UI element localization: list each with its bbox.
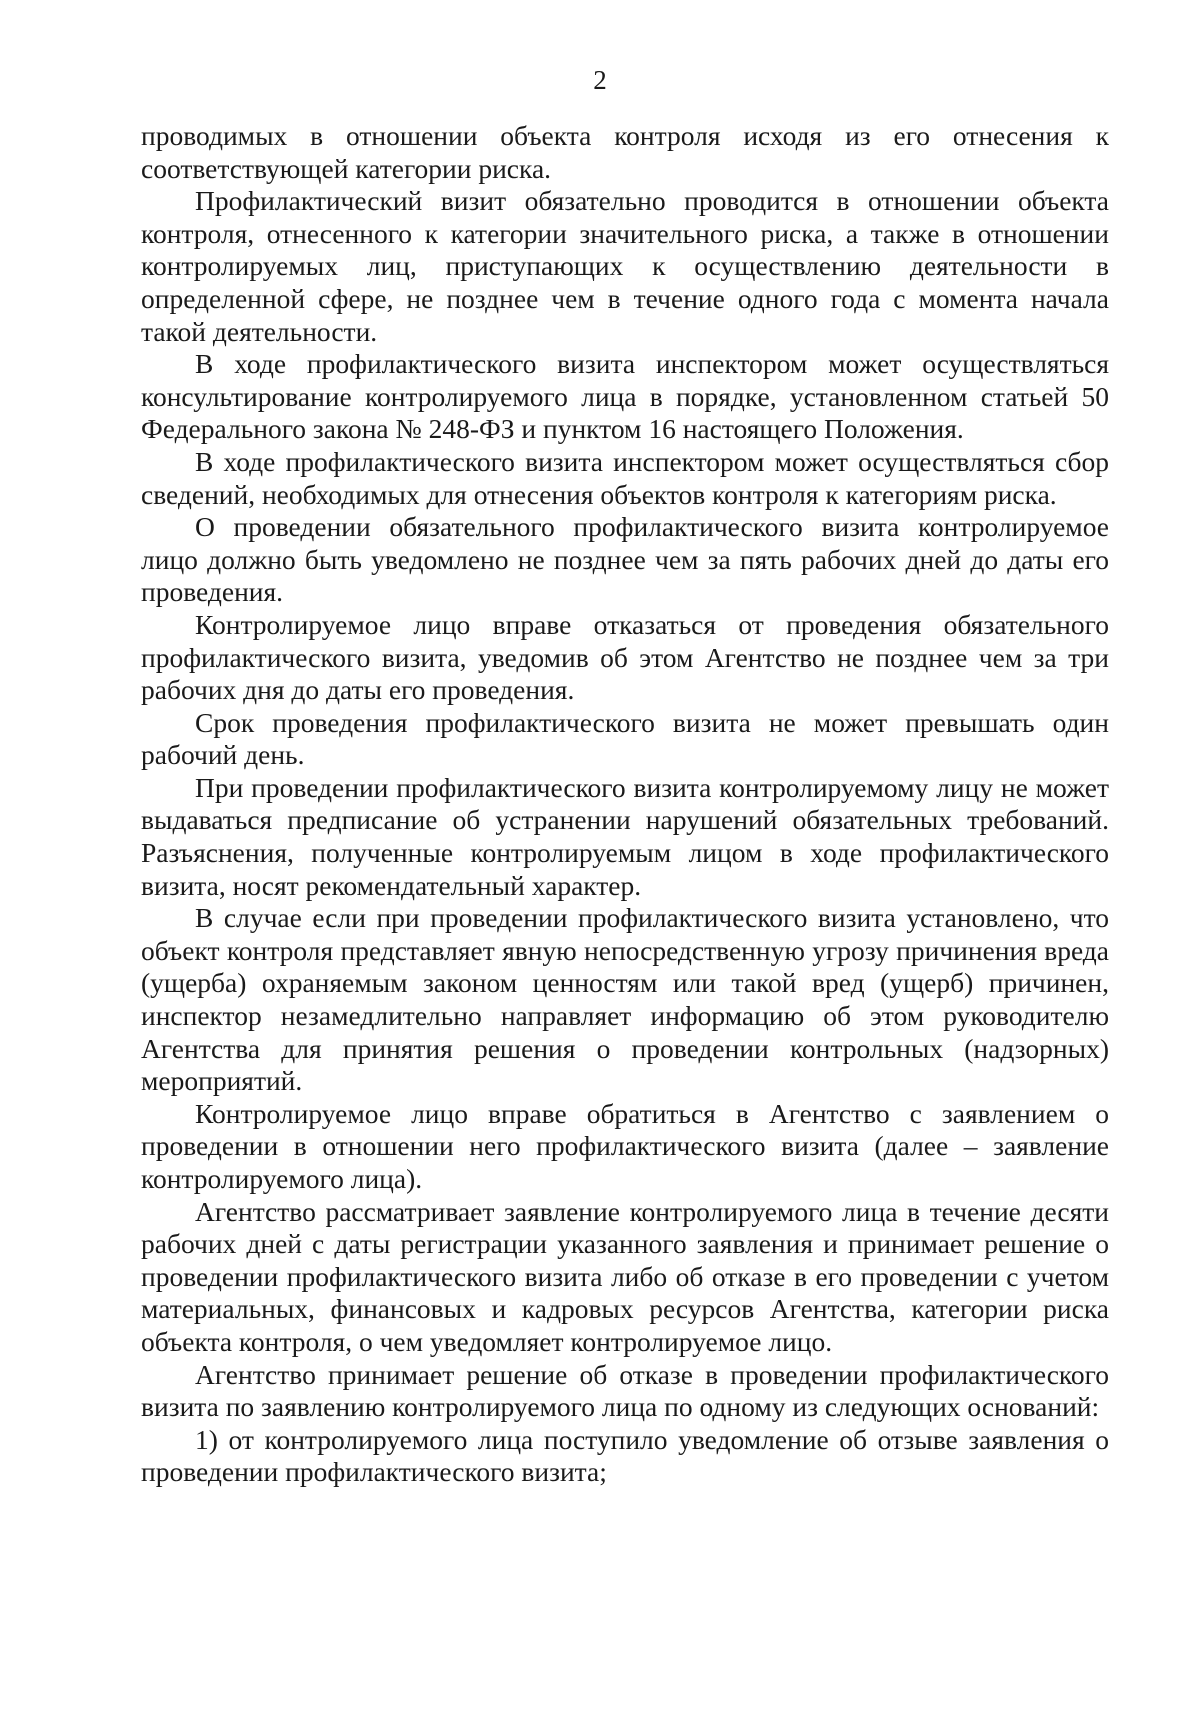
paragraph-duration: Срок проведения профилактического визита не может превышать один рабочий день. [141, 706, 1109, 771]
page-number: 2 [593, 65, 607, 95]
paragraph-refusal-grounds: Агентство принимает решение об отказе в проведении профилактического визита по заявлению контролируемого лица по одному из следующих оснований: [141, 1358, 1109, 1423]
paragraph-mandatory-visit: Профилактический визит обязательно проводится в отношении объекта контроля, отнесенного к категории значительного риска, а также в отношении контролируемых лиц, приступающих к осуществлению деятельности в определенной сфере, не позднее чем в течение одного года с момента начала такой деятельности. [141, 185, 1109, 347]
paragraph-refusal-right: Контролируемое лицо вправе отказаться от проведения обязательного профилактического визита, уведомив об этом Агентство не позднее чем за три рабочих дня до даты его проведения. [141, 608, 1109, 706]
list-item-ground-1: 1) от контролируемого лица поступило уведомление об отзыве заявления о проведении профилактического визита; [141, 1423, 1109, 1488]
paragraph-application-right: Контролируемое лицо вправе обратиться в Агентство с заявлением о проведении в отношении него профилактического визита (далее – заявление контролируемого лица). [141, 1097, 1109, 1194]
paragraph-notification: О проведении обязательного профилактического визита контролируемое лицо должно быть уведомлено не позднее чем за пять рабочих дней до даты его проведения. [141, 511, 1109, 608]
paragraph-application-review: Агентство рассматривает заявление контролируемого лица в течение десяти рабочих дней с даты регистрации указанного заявления и принимает решение о проведении профилактического визита либо об отказе в его проведении с учетом материальных, финансовых и кадровых ресурсов Агентства, категории риска объекта контроля, о чем уведомляет контролируемое лицо. [141, 1195, 1109, 1357]
paragraph-information-collection: В ходе профилактического визита инспектором может осуществляться сбор сведений, необходимых для отнесения объектов контроля к категориям риска. [141, 445, 1109, 510]
paragraph-threat-case: В случае если при проведении профилактического визита установлено, что объект контроля представляет явную непосредственную угрозу причинения вреда (ущерба) охраняемым законом ценностям или такой вред (ущерб) причинен, инспектор незамедлительно направляет информацию об этом руководителю Агентства для принятия решения о проведении контрольных (надзорных) мероприятий. [141, 902, 1109, 1097]
paragraph-consultation: В ходе профилактического визита инспектором может осуществляться консультирование контролируемого лица в порядке, установленном статьей 50 Федерального закона № 248-ФЗ и пунктом 16 настоящего Положения. [141, 348, 1109, 445]
paragraph-continuation: проводимых в отношении объекта контроля исходя из его отнесения к соответствующей категории риска. [141, 120, 1109, 184]
document-body [141, 120, 1109, 1489]
paragraph-no-prescription: При проведении профилактического визита контролируемому лицу не может выдаваться предписание об устранении нарушений обязательных требований. Разъяснения, полученные контролируемым лицом в ходе профилактического визита, носят рекомендательный характер. [141, 771, 1109, 901]
